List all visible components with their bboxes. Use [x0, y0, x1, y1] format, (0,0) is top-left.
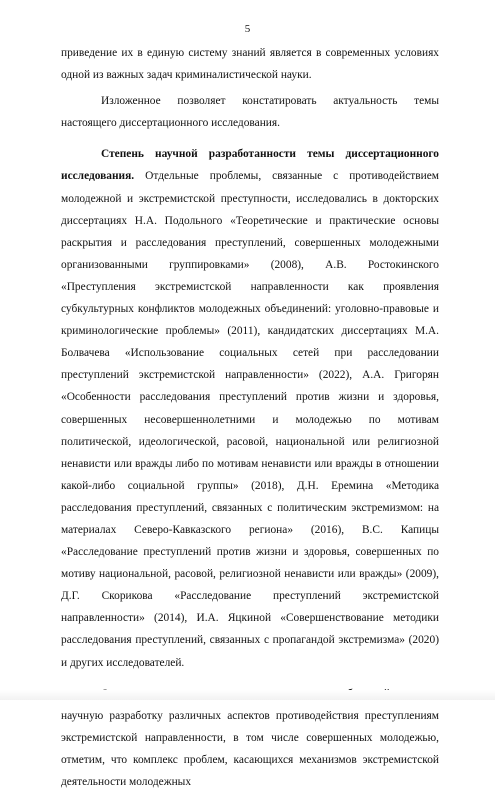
paragraph-contribution: научную разработку различных аспектов противодействия преступлениям экстремистской направленности, в том числе совершенных молодежью, отметим, что комплекс проблем, касающихся механизмов экстремистской деятельности молодежных — [61, 709, 439, 788]
document-body — [61, 42, 439, 793]
section-heading: Степень научной разработанности темы диссертационного исследования. — [61, 148, 439, 183]
paragraph-research-degree — [61, 143, 439, 673]
paragraph-relevance: Изложенное позволяет констатировать актуальность темы настоящего диссертационного исследования. — [61, 95, 439, 130]
page-bottom-edge — [0, 690, 495, 700]
paragraph-research-degree-text: Отдельные проблемы, связанные с противодействием молодежной и экстремистской преступности, исследовались в докторских диссертациях Н.А. Подольного «Теоретические и практические основы раскрытия и расследования преступлений, совершенных молодежными организованными группировками» (2008), А.В. Ростокинского «Преступления экстремистской направленности как проявления субкультурных конфликтов молодежных объединений: уголовно-правовые и криминологические проблемы» (2011), кандидатских диссертациях М.А. Болвачева «Использование социальных сетей при расследовании преступлений экстремистской направленности» (2022), А.А. Григорян «Особенности расследования преступлений против жизни и здоровья, совершенных несовершеннолетними и молодежью по мотивам политической, идеологической, расовой, национальной или религиозной ненависти или вражды либо по мотивам ненависти или вражды в отношении какой-либо социальной группы» (2018), Д.Н. Еремина «Методика расследования преступлений, связанных с политическим экстремизмом: на материалах Северо-Кавказского региона» (2016), В.С. Капицы «Расследование преступлений против жизни и здоровья, совершенных по мотиву национальной, расовой, религиозной ненависти или вражды» (2009), Д.Г. Скорикова «Расследование преступлений экстремистской направленности» (2014), И.А. Яцкиной «Совершенствование методики расследования преступлений, связанных с пропагандой экстремизма» (2020) и других исследователей. — [61, 170, 439, 669]
page-number: 5 — [244, 23, 251, 35]
paragraph-continuation: приведение их в единую систему знаний является в современных условиях одной из важных задач криминалистической науки. — [61, 47, 439, 82]
